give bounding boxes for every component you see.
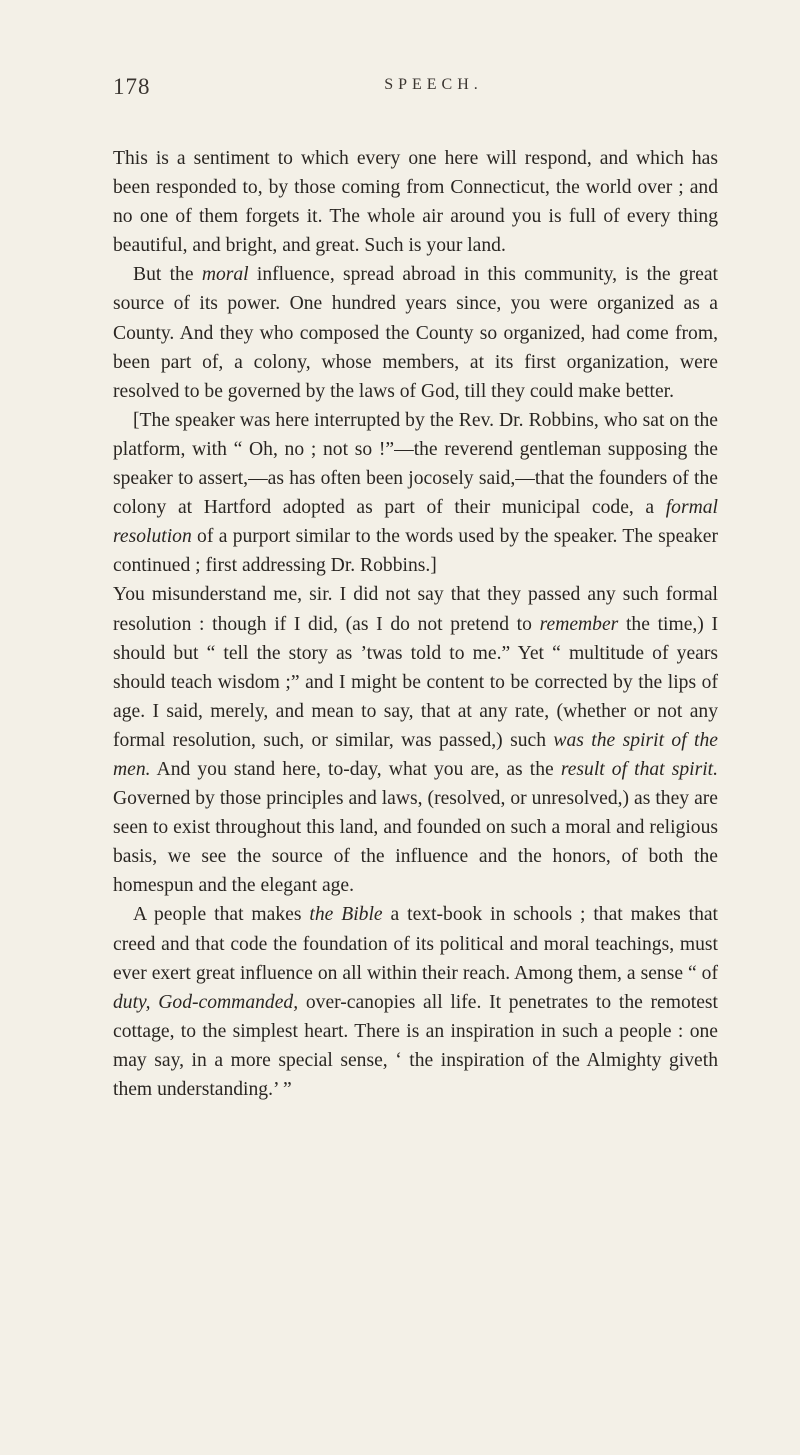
text-run: Governed by those principles and laws, (resolved, or unresolved,) as they are seen to exist throughout this land, and founded on such a moral and religious basis, we see the source of the influence and the honors, of both the homespun and the elegant age. xyxy=(113,788,718,897)
emphasis-text: the Bible xyxy=(309,904,383,926)
body-text xyxy=(113,144,718,1104)
emphasis-text: was the spirit of the men. xyxy=(113,729,718,780)
text-run: over-canopies all life. It penetrates to the remotest cottage, to the simplest heart. There is an inspiration in such a people : one may say, in a more special sense, ‘ the inspiration of the Almighty giveth them understanding.’ ” xyxy=(113,991,719,1100)
text-run: the time,) I should but “ tell the story as ’twas told to me.” Yet “ multitude of years should teach wisdom ;” and I might be content to be corrected by the lips of age. I said, merely, and mean to say, that at any rate, (whether or not any formal resolution, such, or similar, was passed,) such xyxy=(113,613,719,751)
paragraph xyxy=(113,580,718,900)
text-run: a text-book in schools ; that makes that creed and that code the foundation of its political and moral teachings, must ever exert great influence on all within their reach. Among them, a sense “ of xyxy=(113,904,719,984)
paragraph xyxy=(113,406,718,581)
text-run: influence, spread abroad in this community, is the great source of its power. One hundred years since, you were organized as a County. And they who composed the County so organized, had come from, been part of, a colony, whose members, at its first organization, were resolved to be governed by the laws of God, till they could make better. xyxy=(113,264,718,402)
running-head xyxy=(113,74,718,100)
emphasis-text: duty, God-commanded, xyxy=(113,991,299,1013)
paragraph xyxy=(113,144,718,260)
emphasis-text: formal resolution xyxy=(113,497,718,548)
page-number: 178 xyxy=(113,74,151,99)
text-run: This is a sentiment to which every one here will respond, and which has been responded to, by those coming from Connecticut, the world over ; and no one of them forgets it. The whole air around you is full of every thing beautiful, and bright, and great. Such is your land. xyxy=(113,148,718,257)
running-title: SPEECH. xyxy=(384,76,483,93)
emphasis-text: remember xyxy=(539,613,619,635)
paragraph xyxy=(113,260,718,405)
text-run: And you stand here, to-day, what you are, as the xyxy=(150,758,561,780)
paragraph xyxy=(113,900,718,1104)
text-run: of a purport similar to the words used by the speaker. The speaker continued ; first addressing Dr. Robbins.] xyxy=(113,526,718,577)
text-run: [The speaker was here interrupted by the Rev. Dr. Robbins, who sat on the platform, with “ Oh, no ; not so !”—the reverend gentleman supposing the speaker to assert,—as has often been jocosely said,—that the founders of the colony at Hartford adopted as part of their municipal code, a xyxy=(113,409,718,519)
text-run: A people that makes xyxy=(133,904,310,926)
emphasis-text: result of that spirit. xyxy=(560,758,718,780)
text-run: But the xyxy=(133,264,202,286)
emphasis-text: moral xyxy=(201,264,249,286)
text-run: You misunderstand me, sir. I did not say that they passed any such formal resolution : though if I did, (as I do not pretend to xyxy=(113,584,718,635)
